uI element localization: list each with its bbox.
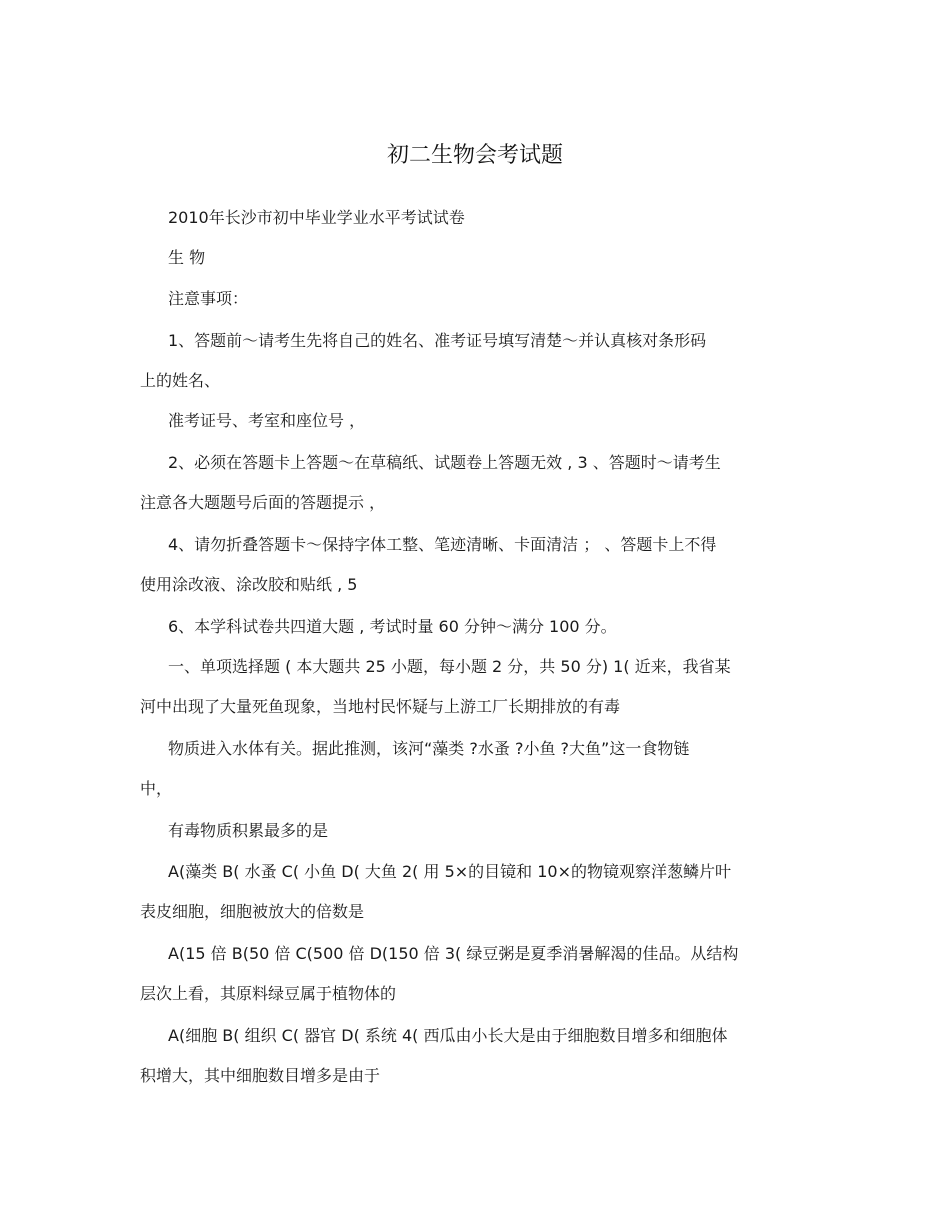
question-1-line-1: 物质进入水体有关。据此推测，该河“藻类 ?水蚤 ?小鱼 ?大鱼”这一食物链 [168,739,690,758]
question-2-options: A(15 倍 B(50 倍 C(500 倍 D(150 倍 3( 绿豆粥是夏季消暑解渴的佳品。从结构 [168,944,739,963]
subject-label: 生 物 [168,248,206,267]
notice-2-line-2: 注意各大题题号后面的答题提示 ， [140,493,386,512]
question-1-line-3: 有毒物质积累最多的是 [168,821,329,840]
question-3-options: A(细胞 B( 组织 C( 器官 D( 系统 4( 西瓜由小长大是由于细胞数目增多和细胞体 [168,1026,728,1045]
notice-1-line-1: 1、答题前～请考生先将自己的姓名、准考证号填写清楚～并认真核对条形码 [168,331,707,350]
notice-1-line-3: 准考证号、考室和座位号 ， [168,411,366,430]
section-1-intro-line-1: 一、单项选择题 ( 本大题共 25 小题，每小题 2 分，共 50 分) 1( 近来，我省某 [168,657,731,676]
question-3-line-2: 层次上看，其原料绿豆属于植物体的 [140,984,397,1003]
question-4-line-2: 积增大，其中细胞数目增多是由于 [140,1066,381,1085]
notice-2-line-1: 2、必须在答题卡上答题～在草稿纸、试题卷上答题无效 , 3 、答题时～请考生 [168,453,721,472]
document-title: 初二生物会考试题 [386,143,563,168]
question-2-line-2: 表皮细胞，细胞被放大的倍数是 [140,902,365,921]
notice-6: 6、本学科试卷共四道大题 , 考试时量 60 分钟～满分 100 分。 [168,617,617,636]
exam-heading: 2010年长沙市初中毕业学业水平考试试卷 [168,208,465,227]
question-1-line-2: 中， [140,779,173,798]
notice-1-line-2: 上的姓名、 [140,371,221,390]
notice-heading: 注意事项： [168,289,249,308]
notice-4-line-2: 使用涂改液、涂改胶和贴纸 , 5 [140,575,358,594]
section-1-intro-line-2: 河中出现了大量死鱼现象，当地村民怀疑与上游工厂长期排放的有毒 [140,697,621,716]
question-1-options: A(藻类 B( 水蚤 C( 小鱼 D( 大鱼 2( 用 5×的目镜和 10×的物镜观察洋葱鳞片叶 [168,862,732,881]
notice-4-line-1: 4、请勿折叠答题卡～保持字体工整、笔迹清晰、卡面清洁 ； 、答题卡上不得 [168,535,717,554]
